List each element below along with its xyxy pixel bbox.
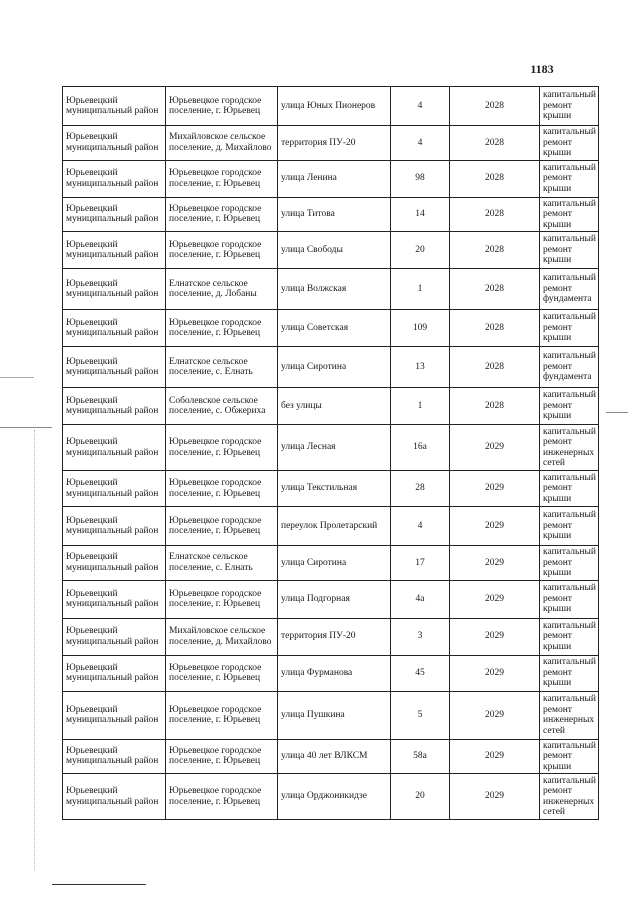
- cell-work-type: капитальный ремонт крыши: [540, 388, 599, 425]
- cell-street: улица Волжская: [278, 269, 391, 310]
- cell-settlement: Юрьевецкое городское поселение, г. Юрьевец: [166, 739, 278, 774]
- cell-street: территория ПУ-20: [278, 618, 391, 655]
- cell-street: улица Сиротина: [278, 347, 391, 388]
- cell-year: 2028: [450, 197, 540, 232]
- cell-settlement: Юрьевецкое городское поселение, г. Юрьевец: [166, 691, 278, 739]
- cell-work-type: капитальный ремонт крыши: [540, 87, 599, 126]
- cell-district: Юрьевецкий муниципальный район: [63, 126, 166, 161]
- cell-district: Юрьевецкий муниципальный район: [63, 197, 166, 232]
- cell-house-number: 20: [391, 774, 450, 820]
- table-row: [63, 655, 599, 691]
- cell-house-number: 45: [391, 655, 450, 691]
- table-row: [63, 739, 599, 774]
- cell-work-type: капитальный ремонт крыши: [540, 126, 599, 161]
- cell-year: 2029: [450, 655, 540, 691]
- cell-settlement: Юрьевецкое городское поселение, г. Юрьевец: [166, 471, 278, 507]
- cell-house-number: 4а: [391, 580, 450, 618]
- cell-work-type: капитальный ремонт крыши: [540, 160, 599, 197]
- table-row: [63, 197, 599, 232]
- table-row: [63, 388, 599, 425]
- cell-house-number: 16а: [391, 425, 450, 471]
- cell-district: Юрьевецкий муниципальный район: [63, 655, 166, 691]
- cell-year: 2029: [450, 546, 540, 581]
- cell-year: 2028: [450, 310, 540, 347]
- cell-street: улица 40 лет ВЛКСМ: [278, 739, 391, 774]
- cell-settlement: Юрьевецкое городское поселение, г. Юрьевец: [166, 160, 278, 197]
- cell-district: Юрьевецкий муниципальный район: [63, 507, 166, 546]
- cell-district: Юрьевецкий муниципальный район: [63, 774, 166, 820]
- repair-schedule-table: [62, 86, 599, 820]
- cell-district: Юрьевецкий муниципальный район: [63, 425, 166, 471]
- cell-street: улица Пушкина: [278, 691, 391, 739]
- cell-street: улица Свободы: [278, 232, 391, 269]
- cell-district: Юрьевецкий муниципальный район: [63, 310, 166, 347]
- cell-street: улица Юных Пионеров: [278, 87, 391, 126]
- cell-year: 2029: [450, 618, 540, 655]
- cell-street: улица Лесная: [278, 425, 391, 471]
- table-row: [63, 618, 599, 655]
- cell-work-type: капитальный ремонт инженерных сетей: [540, 425, 599, 471]
- table-row: [63, 425, 599, 471]
- cell-work-type: капитальный ремонт фундамента: [540, 347, 599, 388]
- cell-district: Юрьевецкий муниципальный район: [63, 739, 166, 774]
- cell-street: улица Подгорная: [278, 580, 391, 618]
- cell-work-type: капитальный ремонт крыши: [540, 197, 599, 232]
- cell-house-number: 13: [391, 347, 450, 388]
- cell-district: Юрьевецкий муниципальный район: [63, 160, 166, 197]
- table-row: [63, 471, 599, 507]
- cell-year: 2028: [450, 87, 540, 126]
- table-body: [63, 87, 599, 820]
- table-row: [63, 269, 599, 310]
- cell-street: переулок Пролетарский: [278, 507, 391, 546]
- cell-settlement: Юрьевецкое городское поселение, г. Юрьевец: [166, 197, 278, 232]
- cell-house-number: 20: [391, 232, 450, 269]
- cell-settlement: Юрьевецкое городское поселение, г. Юрьевец: [166, 310, 278, 347]
- cell-work-type: капитальный ремонт крыши: [540, 232, 599, 269]
- footnote-rule: [52, 884, 146, 885]
- cell-house-number: 109: [391, 310, 450, 347]
- cell-district: Юрьевецкий муниципальный район: [63, 232, 166, 269]
- cell-district: Юрьевецкий муниципальный район: [63, 347, 166, 388]
- cell-work-type: капитальный ремонт крыши: [540, 655, 599, 691]
- cell-year: 2028: [450, 269, 540, 310]
- cell-year: 2028: [450, 232, 540, 269]
- cell-work-type: капитальный ремонт крыши: [540, 507, 599, 546]
- cell-street: улица Советская: [278, 310, 391, 347]
- table-row: [63, 507, 599, 546]
- cell-year: 2028: [450, 160, 540, 197]
- cell-work-type: капитальный ремонт крыши: [540, 546, 599, 581]
- table-row: [63, 126, 599, 161]
- cell-year: 2029: [450, 774, 540, 820]
- cell-house-number: 4: [391, 126, 450, 161]
- cell-street: улица Ленина: [278, 160, 391, 197]
- cell-year: 2029: [450, 471, 540, 507]
- cell-work-type: капитальный ремонт крыши: [540, 310, 599, 347]
- cell-year: 2029: [450, 507, 540, 546]
- cell-street: улица Титова: [278, 197, 391, 232]
- cell-settlement: Юрьевецкое городское поселение, г. Юрьевец: [166, 774, 278, 820]
- cell-work-type: капитальный ремонт фундамента: [540, 269, 599, 310]
- cell-house-number: 4: [391, 87, 450, 126]
- cell-house-number: 4: [391, 507, 450, 546]
- cell-year: 2028: [450, 126, 540, 161]
- cell-settlement: Елнатское сельское поселение, с. Елнать: [166, 347, 278, 388]
- cell-settlement: Михайловское сельское поселение, д. Михайлово: [166, 618, 278, 655]
- cell-house-number: 1: [391, 388, 450, 425]
- cell-year: 2029: [450, 739, 540, 774]
- cell-house-number: 28: [391, 471, 450, 507]
- cell-district: Юрьевецкий муниципальный район: [63, 471, 166, 507]
- cell-settlement: Юрьевецкое городское поселение, г. Юрьевец: [166, 425, 278, 471]
- cell-year: 2029: [450, 691, 540, 739]
- cell-work-type: капитальный ремонт крыши: [540, 618, 599, 655]
- cell-settlement: Юрьевецкое городское поселение, г. Юрьевец: [166, 580, 278, 618]
- cell-work-type: капитальный ремонт инженерных сетей: [540, 774, 599, 820]
- scan-margin-mark: [606, 412, 628, 413]
- cell-street: улица Сиротина: [278, 546, 391, 581]
- scan-margin-mark: [0, 427, 52, 428]
- table-row: [63, 310, 599, 347]
- cell-district: Юрьевецкий муниципальный район: [63, 618, 166, 655]
- cell-house-number: 5: [391, 691, 450, 739]
- cell-street: без улицы: [278, 388, 391, 425]
- cell-district: Юрьевецкий муниципальный район: [63, 691, 166, 739]
- cell-street: улица Фурманова: [278, 655, 391, 691]
- cell-settlement: Соболевское сельское поселение, с. Обжериха: [166, 388, 278, 425]
- scan-margin-mark: [0, 377, 34, 378]
- table-row: [63, 774, 599, 820]
- cell-year: 2029: [450, 580, 540, 618]
- cell-year: 2028: [450, 347, 540, 388]
- cell-house-number: 98: [391, 160, 450, 197]
- cell-year: 2029: [450, 425, 540, 471]
- cell-house-number: 3: [391, 618, 450, 655]
- cell-street: территория ПУ-20: [278, 126, 391, 161]
- cell-settlement: Юрьевецкое городское поселение, г. Юрьевец: [166, 87, 278, 126]
- table-row: [63, 160, 599, 197]
- cell-settlement: Юрьевецкое городское поселение, г. Юрьевец: [166, 232, 278, 269]
- scan-margin-line: [34, 430, 36, 870]
- cell-settlement: Юрьевецкое городское поселение, г. Юрьевец: [166, 507, 278, 546]
- cell-year: 2028: [450, 388, 540, 425]
- cell-house-number: 14: [391, 197, 450, 232]
- cell-house-number: 17: [391, 546, 450, 581]
- cell-work-type: капитальный ремонт крыши: [540, 471, 599, 507]
- cell-settlement: Елнатское сельское поселение, с. Елнать: [166, 546, 278, 581]
- cell-settlement: Юрьевецкое городское поселение, г. Юрьевец: [166, 655, 278, 691]
- cell-settlement: Михайловское сельское поселение, д. Михайлово: [166, 126, 278, 161]
- cell-settlement: Елнатское сельское поселение, д. Лобаны: [166, 269, 278, 310]
- table-row: [63, 347, 599, 388]
- cell-work-type: капитальный ремонт крыши: [540, 739, 599, 774]
- cell-district: Юрьевецкий муниципальный район: [63, 87, 166, 126]
- cell-house-number: 58а: [391, 739, 450, 774]
- cell-work-type: капитальный ремонт крыши: [540, 580, 599, 618]
- cell-work-type: капитальный ремонт инженерных сетей: [540, 691, 599, 739]
- cell-district: Юрьевецкий муниципальный район: [63, 269, 166, 310]
- cell-district: Юрьевецкий муниципальный район: [63, 580, 166, 618]
- cell-district: Юрьевецкий муниципальный район: [63, 546, 166, 581]
- table-row: [63, 546, 599, 581]
- page-number: 1183: [530, 62, 554, 76]
- cell-street: улица Текстильная: [278, 471, 391, 507]
- table-row: [63, 691, 599, 739]
- cell-district: Юрьевецкий муниципальный район: [63, 388, 166, 425]
- table-row: [63, 580, 599, 618]
- table-row: [63, 87, 599, 126]
- table-row: [63, 232, 599, 269]
- cell-street: улица Орджоникидзе: [278, 774, 391, 820]
- cell-house-number: 1: [391, 269, 450, 310]
